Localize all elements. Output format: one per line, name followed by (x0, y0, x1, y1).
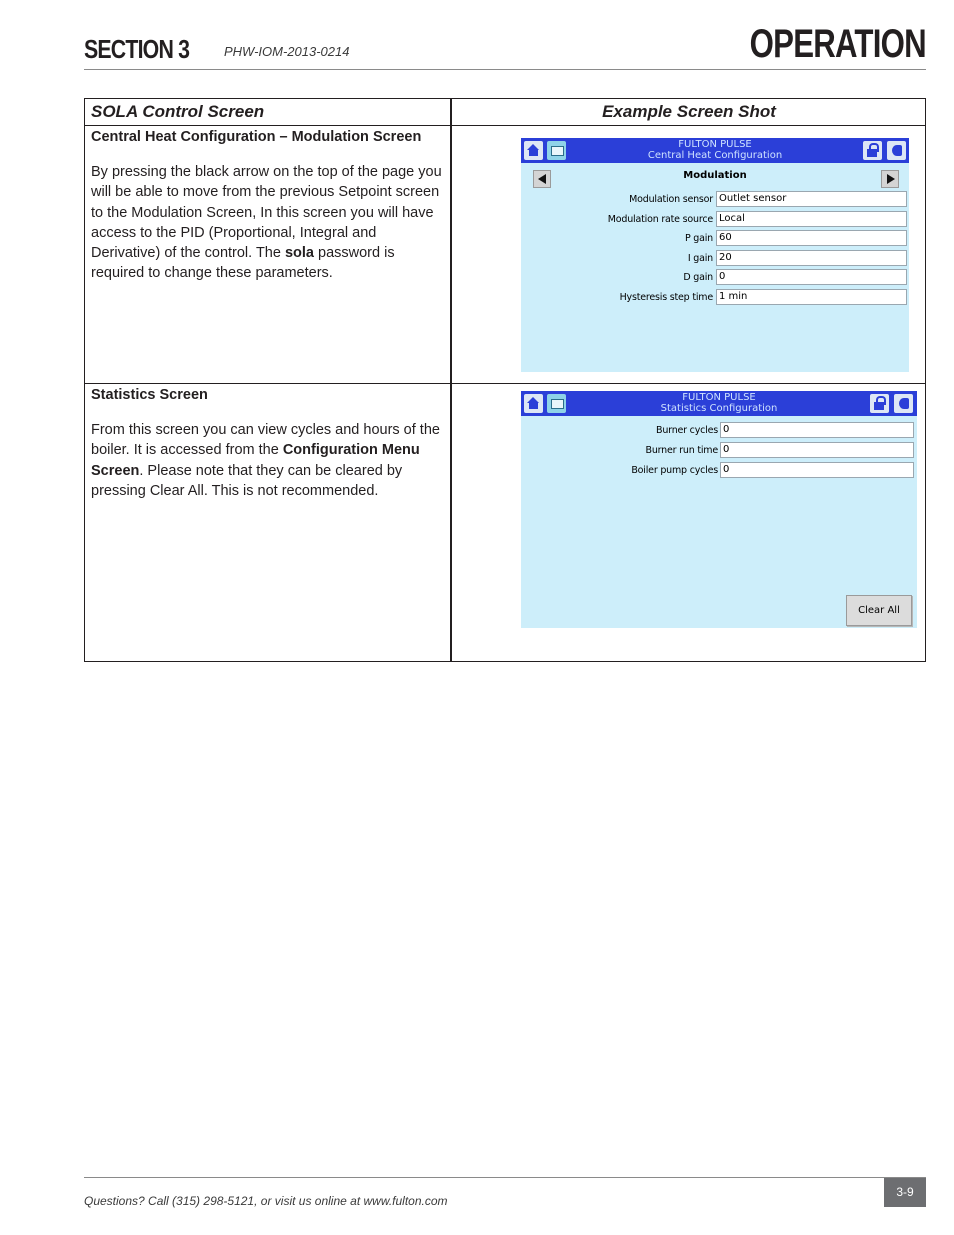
column-header-control-screen: SOLA Control Screen (91, 102, 265, 121)
field-label: Hysteresis step time (619, 292, 713, 303)
field-label: D gain (683, 272, 713, 283)
modulation-sensor-field[interactable]: Outlet sensor (716, 191, 907, 207)
screen-page-name: Modulation (683, 170, 747, 181)
next-page-arrow[interactable] (881, 170, 899, 188)
page-number: 3-9 (884, 1178, 926, 1207)
footer-contact: Questions? Call (315) 298-5121, or visit us online at www.fulton.com (84, 1194, 448, 1208)
description-bold: sola (284, 245, 314, 262)
back-icon[interactable] (894, 394, 913, 413)
field-label: Modulation sensor (629, 194, 713, 205)
field-label: Modulation rate source (607, 214, 713, 225)
column-header-example-shot: Example Screen Shot (602, 102, 776, 121)
description-text: From this screen you can view cycles and hours of the boiler. It is accessed from the (91, 422, 440, 459)
hysteresis-step-time-field[interactable]: 1 min (716, 289, 907, 305)
p-gain-field[interactable]: 60 (716, 230, 907, 246)
burner-cycles-field[interactable]: 0 (720, 422, 914, 438)
modulation-screen-shot (521, 138, 909, 372)
table-header-divider (84, 125, 926, 126)
footer-divider (84, 1177, 926, 1178)
back-icon[interactable] (887, 141, 906, 160)
i-gain-field[interactable]: 20 (716, 250, 907, 266)
boiler-pump-cycles-field[interactable]: 0 (720, 462, 914, 478)
table-row-divider (84, 383, 926, 384)
screen-subtitle: Statistics Configuration (660, 403, 778, 414)
field-label: I gain (687, 253, 713, 264)
screen-brand: FULTON PULSE (682, 392, 756, 403)
description-text: By pressing the black arrow on the top of the page you will be able to move from the previous Setpoint screen to the Modulation Screen, In this screen you will have access to the PID (Proportional, Integral and Derivative) of the control. The (91, 164, 442, 262)
field-label: Burner run time (645, 445, 718, 456)
clear-all-button[interactable]: Clear All (846, 595, 912, 626)
row-title-statistics: Statistics Screen (91, 387, 208, 403)
burner-run-time-field[interactable]: 0 (720, 442, 914, 458)
modulation-rate-source-field[interactable]: Local (716, 211, 907, 227)
screen-title-bar (521, 391, 917, 416)
lock-icon[interactable] (863, 141, 882, 160)
description-text: . Please note that they can be cleared by pressing Clear All. This is not recommended. (91, 462, 403, 499)
statistics-screen-shot (521, 391, 917, 628)
row-title-modulation: Central Heat Configuration – Modulation Screen (91, 129, 422, 145)
row-description-modulation (91, 162, 446, 284)
lock-icon[interactable] (870, 394, 889, 413)
field-label: P gain (684, 233, 713, 244)
description-bold: Configuration Menu Screen (91, 442, 420, 479)
row-description-statistics (91, 420, 446, 501)
screen-subtitle: Central Heat Configuration (647, 150, 783, 161)
field-label: Boiler pump cycles (631, 465, 718, 476)
table-column-divider (450, 98, 452, 662)
screen-brand: FULTON PULSE (678, 139, 752, 150)
header-divider (84, 69, 926, 70)
document-code: PHW-IOM-2013-0214 (224, 44, 350, 59)
page-title: OPERATION (749, 22, 926, 66)
section-label: SECTION 3 (84, 34, 190, 64)
field-label: Burner cycles (656, 425, 718, 436)
description-text: password is required to change these parameters. (91, 245, 395, 282)
d-gain-field[interactable]: 0 (716, 269, 907, 285)
screen-title-bar (521, 138, 909, 163)
